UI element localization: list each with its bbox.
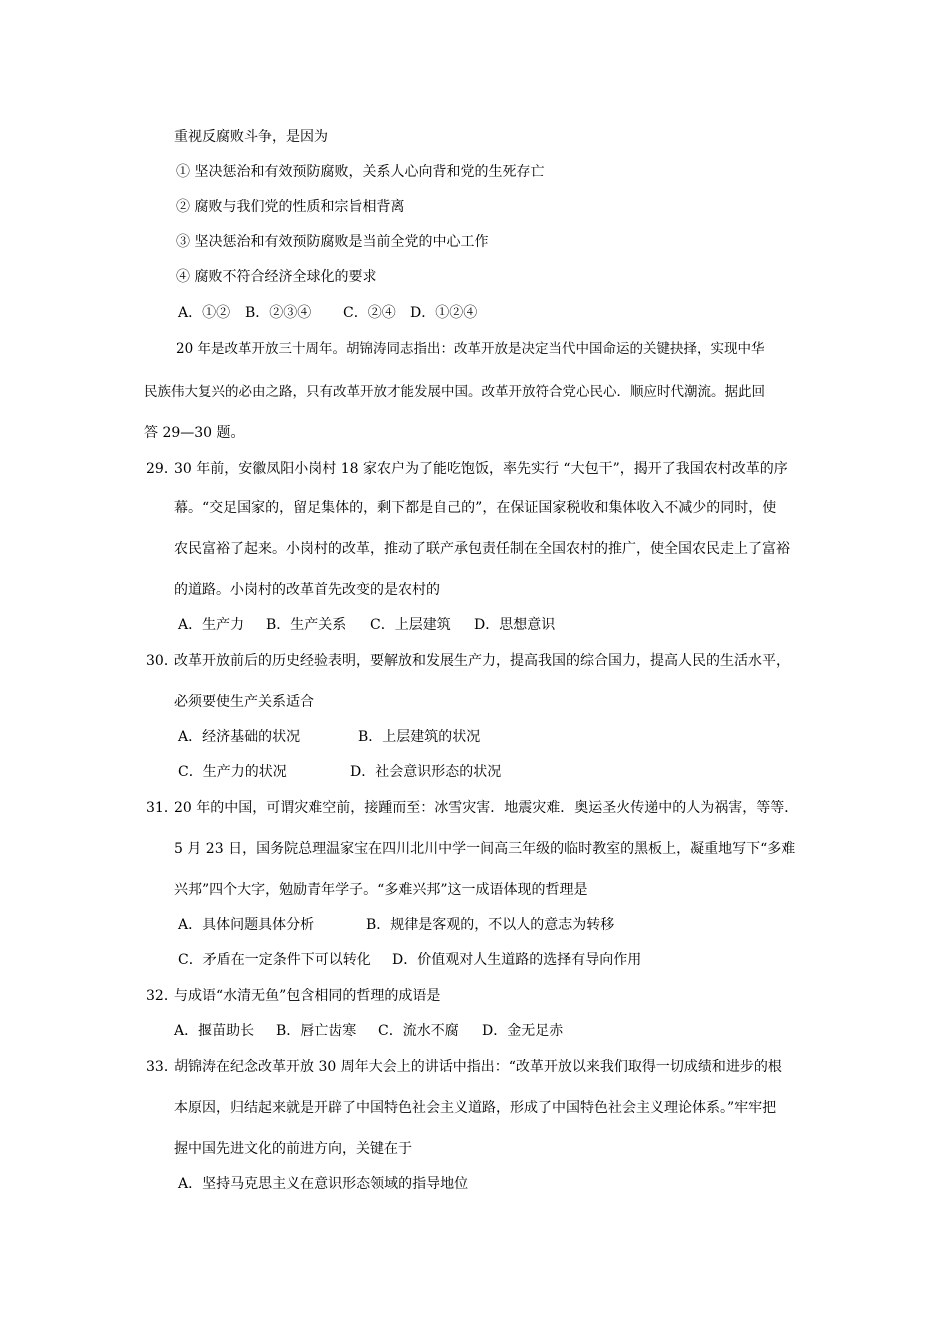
option-d: D．价值观对人生道路的选择有导向作用 bbox=[392, 952, 642, 968]
question-text-line: 本原因，归结起来就是开辟了中国特色社会主义道路，形成了中国特色社会主义理论体系。”牢牢把 bbox=[174, 1100, 777, 1116]
option-a: A．生产力 bbox=[178, 617, 245, 633]
option-b: B．唇亡齿寒 bbox=[276, 1023, 357, 1039]
question-text-line: 握中国先进文化的前进方向，关键在于 bbox=[174, 1141, 412, 1157]
question-text-line: 必须要使生产关系适合 bbox=[174, 694, 314, 710]
question-text-line: 幕。“交足国家的，留足集体的，剩下都是自己的”，在保证国家税收和集体收入不减少的同时，使 bbox=[174, 500, 777, 516]
answer-options bbox=[178, 1175, 468, 1193]
option-c: C．②④ bbox=[343, 305, 396, 321]
question-number: 30． bbox=[146, 653, 178, 669]
option-c: C．矛盾在一定条件下可以转化 bbox=[178, 952, 371, 968]
question-text-line: 5 月 23 日，国务院总理温家宝在四川北川中学一间高三年级的临时教室的黑板上，凝重地写下“多难 bbox=[174, 841, 796, 857]
option-a: A．揠苗助长 bbox=[174, 1023, 255, 1039]
statement-item: ① 坚决惩治和有效预防腐败，关系人心向背和党的生死存亡 bbox=[176, 164, 545, 180]
statement-item: ④ 腐败不符合经济全球化的要求 bbox=[176, 269, 377, 285]
passage-line: 20 年是改革开放三十周年。胡锦涛同志指出：改革开放是决定当代中国命运的关键抉择，实现中华 bbox=[176, 341, 765, 357]
option-c: C．生产力的状况 bbox=[178, 764, 287, 780]
option-d: D．①②④ bbox=[410, 305, 478, 321]
question-number: 32． bbox=[146, 988, 178, 1004]
question-text-line: 胡锦涛在纪念改革开放 30 周年大会上的讲话中指出：“改革开放以来我们取得一切成绩和进步的根 bbox=[174, 1059, 782, 1075]
option-c: C．上层建筑 bbox=[370, 617, 451, 633]
question-stem-tail: 重视反腐败斗争，是因为 bbox=[174, 129, 328, 145]
option-c: C．流水不腐 bbox=[378, 1023, 459, 1039]
question-text-line: 20 年的中国，可谓灾难空前，接踵而至：冰雪灾害．地震灾难．奥运圣火传递中的人为祸害，等等． bbox=[174, 800, 799, 816]
option-b: B．生产关系 bbox=[266, 617, 347, 633]
question-text-line: 农民富裕了起来。小岗村的改革，推动了联产承包责任制在全国农村的推广，使全国农民走上了富裕 bbox=[174, 541, 790, 557]
answer-options bbox=[178, 916, 614, 934]
question-text-line: 兴邦”四个大字，勉励青年学子。“多难兴邦”这一成语体现的哲理是 bbox=[174, 882, 588, 898]
option-a: A．坚持马克思主义在意识形态领域的指导地位 bbox=[178, 1176, 469, 1192]
question-number: 33． bbox=[146, 1059, 178, 1075]
option-b: B．上层建筑的状况 bbox=[358, 729, 481, 745]
option-a: A．①② bbox=[178, 305, 231, 321]
passage-line: 民族伟大复兴的必由之路，只有改革开放才能发展中国。改革开放符合党心民心．顺应时代潮流。据此回 bbox=[144, 384, 765, 400]
option-a: A．经济基础的状况 bbox=[178, 729, 301, 745]
option-d: D．金无足赤 bbox=[482, 1023, 564, 1039]
question-text-line: 与成语“水清无鱼”包含相同的哲理的成语是 bbox=[174, 988, 441, 1004]
passage-line: 答 29—30 题。 bbox=[144, 425, 245, 441]
option-b: B．规律是客观的，不以人的意志为转移 bbox=[366, 917, 615, 933]
question-text-line: 的道路。小岗村的改革首先改变的是农村的 bbox=[174, 582, 440, 598]
question-text-line: 30 年前，安徽凤阳小岗村 18 家农户为了能吃饱饭，率先实行 “大包干”，揭开了我国农村改革的序 bbox=[174, 461, 788, 477]
option-d: D．社会意识形态的状况 bbox=[350, 764, 502, 780]
answer-options bbox=[178, 951, 641, 969]
answer-options bbox=[178, 763, 501, 781]
statement-item: ③ 坚决惩治和有效预防腐败是当前全党的中心工作 bbox=[176, 234, 489, 250]
option-a: A．具体问题具体分析 bbox=[178, 917, 315, 933]
answer-options bbox=[174, 1022, 563, 1040]
answer-options bbox=[178, 616, 555, 634]
answer-options bbox=[178, 728, 480, 746]
question-text-line: 改革开放前后的历史经验表明，要解放和发展生产力，提高我国的综合国力，提高人民的生活水平， bbox=[174, 653, 790, 669]
option-b: B．②③④ bbox=[245, 305, 312, 321]
question-number: 31． bbox=[146, 800, 178, 816]
statement-item: ② 腐败与我们党的性质和宗旨相背离 bbox=[176, 199, 405, 215]
answer-options bbox=[178, 304, 477, 322]
question-number: 29． bbox=[146, 461, 178, 477]
option-d: D．思想意识 bbox=[474, 617, 556, 633]
